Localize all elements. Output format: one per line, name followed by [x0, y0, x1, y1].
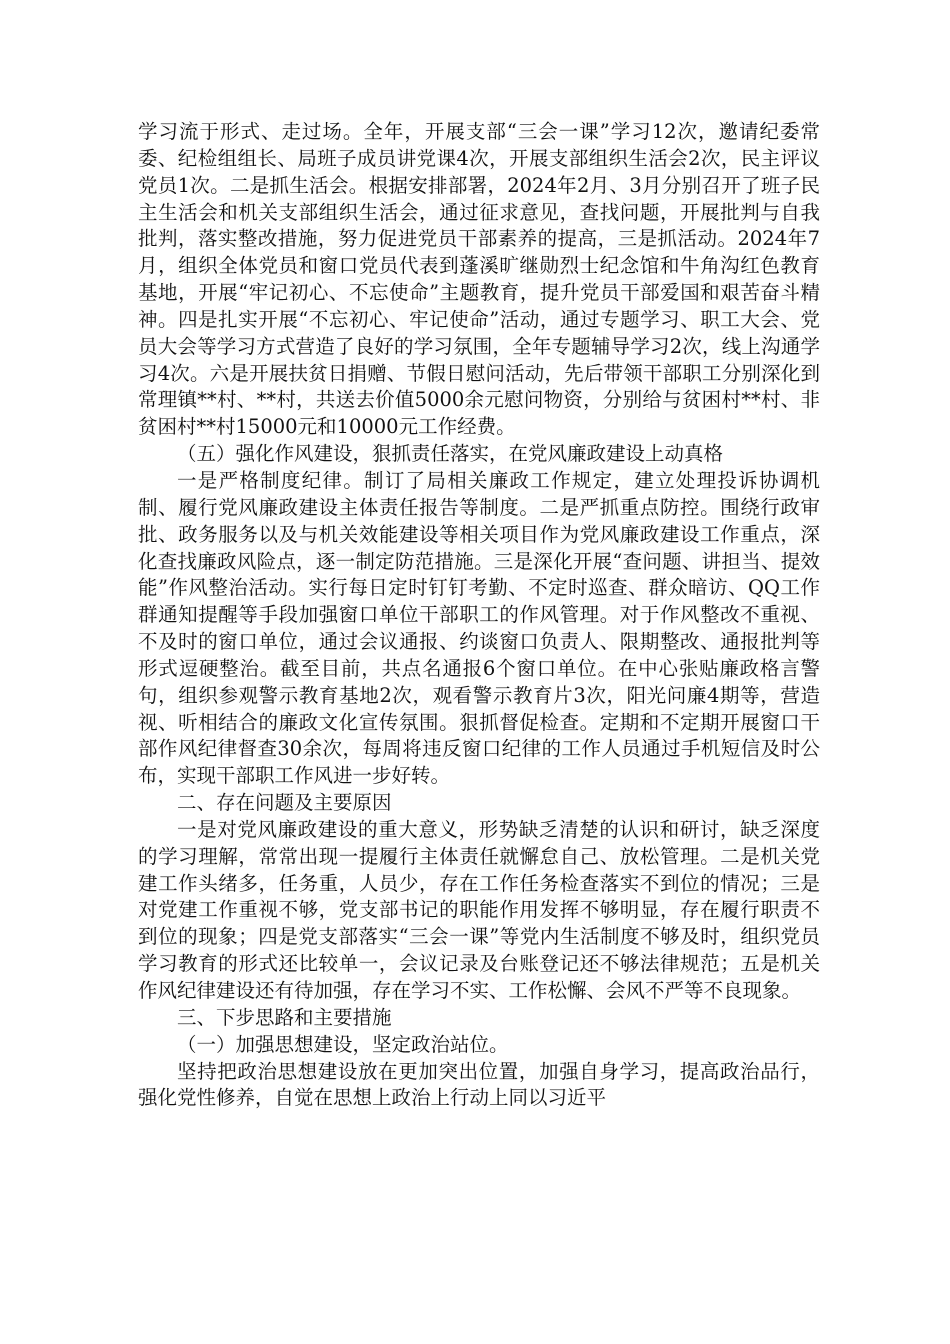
body-paragraph-3: 一是对党风廉政建设的重大意义，形势缺乏清楚的认识和研讨，缺乏深度的学习理解，常常出现一提履行主体责任就懈怠自己、放松管理。二是机关党建工作头绪多，任务重，人员少，存在工作任务检查落实不到位的情况；三是对党建工作重视不够，党支部书记的职能作用发挥不够明显，存在履行职责不到位的现象；四是党支部落实“三会一课”等党内生活制度不够及时，组织党员学习教育的形式还比较单一，会议记录及台账登记还不够法律规范；五是机关作风纪律建设还有待加强，存在学习不实、工作松懈、会风不严等不良现象。: [138, 817, 820, 1002]
section-heading-next-steps: 三、下步思路和主要措施: [177, 1005, 392, 1029]
document-body: [138, 119, 820, 1112]
subsection-heading-1: （一）加强思想建设，坚定政治站位。: [177, 1032, 509, 1056]
body-paragraph-1: 学习流于形式、走过场。全年，开展支部“三会一课”学习12次，邀请纪委常委、纪检组组长、局班子成员讲党课4次，开展支部组织生活会2次，民主评议党员1次。二是抓生活会。根据安排部署，2024年2月、3月分别召开了班子民主生活会和机关支部组织生活会，通过征求意见，查找问题，开展批判与自我批判，落实整改措施，努力促进党员干部素养的提高，三是抓活动。2024年7月，组织全体党员和窗口党员代表到蓬溪旷继勋烈士纪念馆和牛角沟红色教育基地，开展“牢记初心、不忘使命”主题教育，提升党员干部爱国和艰苦奋斗精神。四是扎实开展“不忘初心、牢记使命”活动，通过专题学习、职工大会、党员大会等学习方式营造了良好的学习氛围，全年专题辅导学习2次，线上沟通学习4次。六是开展扶贫日捐赠、节假日慰问活动，先后带领干部职工分别深化到常理镇**村、**村，共送去价值5000余元慰问物资，分别给与贫困村**村、非贫困村**村15000元和10000元工作经费。: [138, 120, 820, 439]
section-heading-5: （五）强化作风建设，狠抓责任落实，在党风廉政建设上动真格: [177, 442, 724, 466]
body-paragraph-4: 坚持把政治思想建设放在更加突出位置，加强自身学习，提高政治品行，强化党性修养，自觉在思想上政治上行动上同以习近平: [138, 1059, 820, 1110]
body-paragraph-2: 一是严格制度纪律。制订了局相关廉政工作规定，建立处理投诉协调机制、履行党风廉政建设主体责任报告等制度。二是严抓重点防控。围绕行政审批、政务服务以及与机关效能建设等相关项目作为党风廉政建设工作重点，深化查找廉政风险点，逐一制定防范措施。三是深化开展“查问题、讲担当、提效能”作风整治活动。实行每日定时钉钉考勤、不定时巡查、群众暗访、QQ工作群通知提醒等手段加强窗口单位干部职工的作风管理。对于作风整改不重视、不及时的窗口单位，通过会议通报、约谈窗口负责人、限期整改、通报批判等形式逗硬整治。截至目前，共点名通报6个窗口单位。在中心张贴廉政格言警句，组织参观警示教育基地2次，观看警示教育片3次，阳光问廉4期等，营造视、听相结合的廉政文化宣传氛围。狠抓督促检查。定期和不定期开展窗口干部作风纪律督查30余次，每周将违反窗口纪律的工作人员通过手机短信及时公布，实现干部职工作风进一步好转。: [138, 468, 820, 788]
section-heading-problems: 二、存在问题及主要原因: [177, 791, 392, 815]
